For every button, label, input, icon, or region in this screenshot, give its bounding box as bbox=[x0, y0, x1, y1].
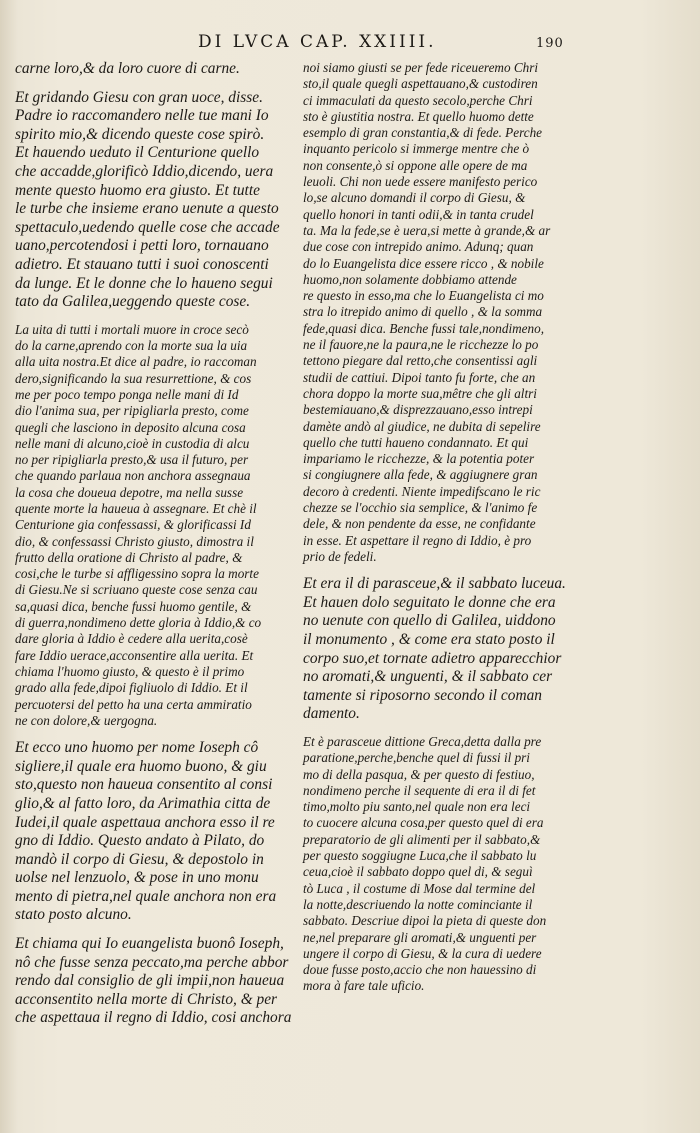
text-line: do la carne,aprendo con la morte sua la uia bbox=[15, 338, 248, 354]
text-line: le turbe che insieme erano uenute a questo bbox=[15, 200, 279, 218]
text-line: ci immaculati da questo secolo,perche Chri bbox=[303, 92, 533, 108]
text-line: il monumento , & come era stato posto il bbox=[303, 630, 555, 648]
text-line: ungere il corpo di Giesu, & la cura di uedere bbox=[303, 945, 542, 961]
left-column bbox=[15, 60, 300, 1038]
text-line: frutto della oratione di Christo al padre, & bbox=[15, 549, 243, 565]
text-line: Iudei,il quale aspettaua anchora esso il re bbox=[15, 813, 275, 831]
text-line: Et chiama qui Io euangelista buonô Ioseph, bbox=[15, 935, 284, 953]
commentary-paragraph bbox=[303, 734, 593, 995]
text-line: sabbato. Descriue dipoi la pieta di queste don bbox=[303, 913, 547, 929]
text-line: la notte,descriuendo la notte cominciante il bbox=[303, 896, 533, 912]
text-line: Et hauen dolo seguitato le donne che era bbox=[303, 593, 556, 611]
text-line: la cosa che doueua depotre, ma nella susse bbox=[15, 484, 244, 500]
text-line: alla uita nostra.Et dice al padre, io raccoman bbox=[15, 354, 257, 370]
commentary-paragraph bbox=[15, 322, 300, 729]
text-line: studii de cattiui. Dipoi tanto fu forte, che an bbox=[303, 369, 536, 385]
text-line: chiama l'huomo giusto, & questo è il primo bbox=[15, 663, 245, 679]
text-line: adietro. Et stauano tutti i suoi conoscenti bbox=[15, 255, 269, 273]
text-line: paratione,perche,benche quel di fussi il pri bbox=[303, 750, 530, 766]
text-line: decoro à credenti. Niente impedifscano le ric bbox=[303, 483, 541, 499]
text-line: mandò il corpo di Giesu, & depostolo in bbox=[15, 850, 264, 868]
text-line: spettaculo,uedendo quelle cose che accade bbox=[15, 218, 280, 236]
right-column bbox=[303, 60, 593, 1005]
text-line: do lo Euangelista dice essere ricco , & nobile bbox=[303, 255, 544, 271]
text-line: dio l'anima sua, per ripigliarla presto, come bbox=[15, 403, 249, 419]
text-line: Et era il di parasceue,& il sabbato luceua. bbox=[303, 575, 566, 593]
text-line: nelle mani di alcuno,cioè in custodia di alcu bbox=[15, 435, 250, 451]
text-line: sigliere,il quale era huomo buono, & giu bbox=[15, 757, 267, 775]
text-line: che accadde,glorificò Iddio,dicendo, uera bbox=[15, 162, 274, 180]
page-number: 190 bbox=[536, 36, 564, 51]
text-line: quello che tutti haueno condannato. Et qui bbox=[303, 434, 529, 450]
running-head: DI LVCA CAP. XXIIII. bbox=[198, 32, 437, 52]
text-line: tamente si riposorno secondo il coman bbox=[303, 686, 542, 704]
gospel-text-paragraph bbox=[15, 739, 300, 925]
text-line: dare gloria à Iddio è cedere alla uerita,cosè bbox=[15, 631, 248, 647]
text-line: carne loro,& da loro cuore di carne. bbox=[15, 60, 240, 77]
text-line: tato da Galilea,ueggendo queste cose. bbox=[15, 293, 251, 311]
text-line: chezze se l'occhio sia semplice, & l'animo fe bbox=[303, 500, 538, 516]
text-line: me per poco tempo ponga nelle mani di Id bbox=[15, 386, 239, 402]
commentary-paragraph bbox=[303, 60, 593, 565]
text-line: mente questo huomo era giusto. Et tutte bbox=[15, 181, 260, 199]
text-line: ceua,cioè il sabbato doppo quel di, & seguì bbox=[303, 864, 533, 880]
text-line: sto è giustitia nostra. Et quello huomo dette bbox=[303, 108, 534, 124]
text-line: ne il fauore,ne la paura,ne le ricchezze lo po bbox=[303, 337, 539, 353]
text-line: noi siamo giusti se per fede riceueremo Chri bbox=[303, 60, 539, 75]
text-line: da lunge. Et le donne che lo haueno segui bbox=[15, 274, 273, 292]
text-line: damète andò al giudice, ne dubita di sepelire bbox=[303, 418, 541, 434]
text-line: bestemiauano,& disprezzauano,esso intrepi bbox=[303, 402, 533, 418]
text-line: sto,il quale quegli aspettauano,& custodiren bbox=[303, 76, 538, 92]
text-line: corpo suo,et tornate adietro apparecchior bbox=[303, 649, 562, 667]
text-line: mento di pietra,nel quale anchora non era bbox=[15, 887, 277, 905]
text-line: ta. Ma la fede,se è uera,si mette à grande,& ar bbox=[303, 222, 551, 238]
text-line: quegli che lasciono in deposito alcuna cosa bbox=[15, 419, 246, 435]
text-line: Et è parasceue dittione Greca,detta dalla pre bbox=[303, 733, 542, 749]
text-line: uano,percotendosi i petti loro, tornauano bbox=[15, 237, 269, 255]
text-line: gno di Iddio. Questo andato à Pilato, do bbox=[15, 832, 265, 850]
text-line: mora à fare tale uficio. bbox=[303, 978, 425, 994]
text-line: Padre io raccomandero nelle tue mani Io bbox=[15, 107, 269, 125]
text-line: due cose con intrepido animo. Adunq; quan bbox=[303, 239, 534, 255]
text-line: no uenute con quello di Galilea, uiddono bbox=[303, 612, 556, 630]
text-line: dero,significando la sua resurrettione, & cos bbox=[15, 370, 252, 386]
text-line: dele, & non pendente da esse, ne confidante bbox=[303, 516, 536, 532]
text-line: no per ripigliarla presto,& usa il futuro, per bbox=[15, 452, 249, 468]
text-line: leuoli. Chi non uede essere manifesto perico bbox=[303, 174, 538, 190]
text-line: fede,quasi dica. Benche fussi tale,nondimeno, bbox=[303, 320, 544, 336]
text-line: chora doppo la morte sua,mêtre che gli altri bbox=[303, 385, 537, 401]
text-line: nô che fusse senza peccato,ma perche abbor bbox=[15, 953, 289, 971]
text-line: sto,questo non haueua consentito al consi bbox=[15, 776, 273, 794]
text-line: sa,quasi dica, benche fussi huomo gentile, & bbox=[15, 598, 252, 614]
text-line: glio,& al fatto loro, da Arimathia citta de bbox=[15, 794, 271, 812]
text-line: stra lo itrepido animo di quello , & la somma bbox=[303, 304, 543, 320]
text-line: cosi,che le turbe si affligessino sopra la morte bbox=[15, 566, 259, 582]
text-line: damento. bbox=[303, 705, 360, 723]
text-line: tettono piegare dal retto,che consentissi agli bbox=[303, 353, 538, 369]
text-line: Et gridando Giesu con gran uoce, disse. bbox=[15, 88, 263, 106]
text-line: ne,nel preparare gli aromati,& unguenti per bbox=[303, 929, 537, 945]
text-line: Et hauendo ueduto il Centurione quello bbox=[15, 144, 260, 162]
text-line: di guerra,nondimeno dette gloria à Iddio,& co bbox=[15, 615, 262, 631]
text-line: spirito mio,& dicendo queste cose spirò. bbox=[15, 125, 265, 143]
text-line: timo,molto piu santo,nel quale non era leci bbox=[303, 799, 531, 815]
text-line: preparatorio de gli alimenti per il sabbato,& bbox=[303, 831, 541, 847]
text-line: La uita di tutti i mortali muore in croce secò bbox=[15, 321, 249, 337]
text-line: si congiugnere alla fede, & aggiugnere gran bbox=[303, 467, 538, 483]
text-line: non consente,ò si oppone alle opere de ma bbox=[303, 157, 528, 173]
text-line: no aromati,& unguenti, & il sabbato cer bbox=[303, 668, 553, 686]
text-line: Centurione gia confessassi, & glorificassi Id bbox=[15, 517, 251, 533]
text-line: Et ecco uno huomo per nome Ioseph cô bbox=[15, 739, 259, 757]
page-header bbox=[0, 30, 700, 56]
text-line: huomo,non solamente dobbiamo attende bbox=[303, 271, 517, 287]
text-line: ne con dolore,& uergogna. bbox=[15, 712, 158, 728]
text-line: inquanto pericolo si immerge mentre che ò bbox=[303, 141, 530, 157]
text-line: fare Iddio uerace,acconsentire alla uerita. Et bbox=[15, 647, 254, 663]
text-line: dio, & confessassi Christo giusto, dimostra il bbox=[15, 533, 254, 549]
text-line: to cuocere alcuna cosa,per questo quel di era bbox=[303, 815, 544, 831]
text-line: quente morte la haueua à assegnare. Et chè il bbox=[15, 500, 257, 516]
text-line: che quando parlaua non anchora assegnaua bbox=[15, 468, 251, 484]
text-line: esemplo di gran constantia,& di fede. Perche bbox=[303, 125, 543, 141]
text-line: impariamo le ricchezze, & la potentia poter bbox=[303, 451, 535, 467]
text-line: mo di della pasqua, & per questo di festiuo, bbox=[303, 766, 535, 782]
text-line: in esse. Et aspettare il regno di Iddio, è pro bbox=[303, 532, 532, 548]
text-line: tò Luca , il costume di Mose dal termine del bbox=[303, 880, 536, 896]
text-line: stato posto alcuno. bbox=[15, 906, 132, 924]
text-line: rendo dal consiglio de gli impii,non haueua bbox=[15, 972, 285, 990]
text-line: che aspettaua il regno di Iddio, cosi anchora bbox=[15, 1009, 292, 1027]
text-line: per questo soggiugne Luca,che il sabbato lu bbox=[303, 848, 537, 864]
text-line: prio de fedeli. bbox=[303, 548, 377, 564]
text-line: nondimeno perche il sequente di era il di fet bbox=[303, 782, 536, 798]
text-line: percuotersi del petto ha una certa ammiratio bbox=[15, 696, 252, 712]
text-line: quello honori in tanti odii,& in tanta crudel bbox=[303, 206, 534, 222]
gospel-text-paragraph bbox=[15, 935, 300, 1028]
text-line: grado alla fede,dipoi figliuolo di Iddio. Et il bbox=[15, 680, 248, 696]
text-line: uolse nel lenzuolo, & pose in uno monu bbox=[15, 869, 259, 887]
text-line: re questo in esso,ma che lo Euangelista ci mo bbox=[303, 288, 544, 304]
text-line: acconsentito nella morte di Christo, & per bbox=[15, 990, 278, 1008]
text-line: doue fusse posto,accio che non hauessino di bbox=[303, 962, 537, 978]
gospel-text-paragraph bbox=[15, 60, 300, 79]
text-line: lo,se alcuno domandi il corpo di Giesu, & bbox=[303, 190, 526, 206]
gospel-text-paragraph bbox=[15, 89, 300, 312]
text-line: di Giesu.Ne si scriuano queste cose senza cau bbox=[15, 582, 258, 598]
gospel-text-paragraph bbox=[303, 575, 593, 724]
